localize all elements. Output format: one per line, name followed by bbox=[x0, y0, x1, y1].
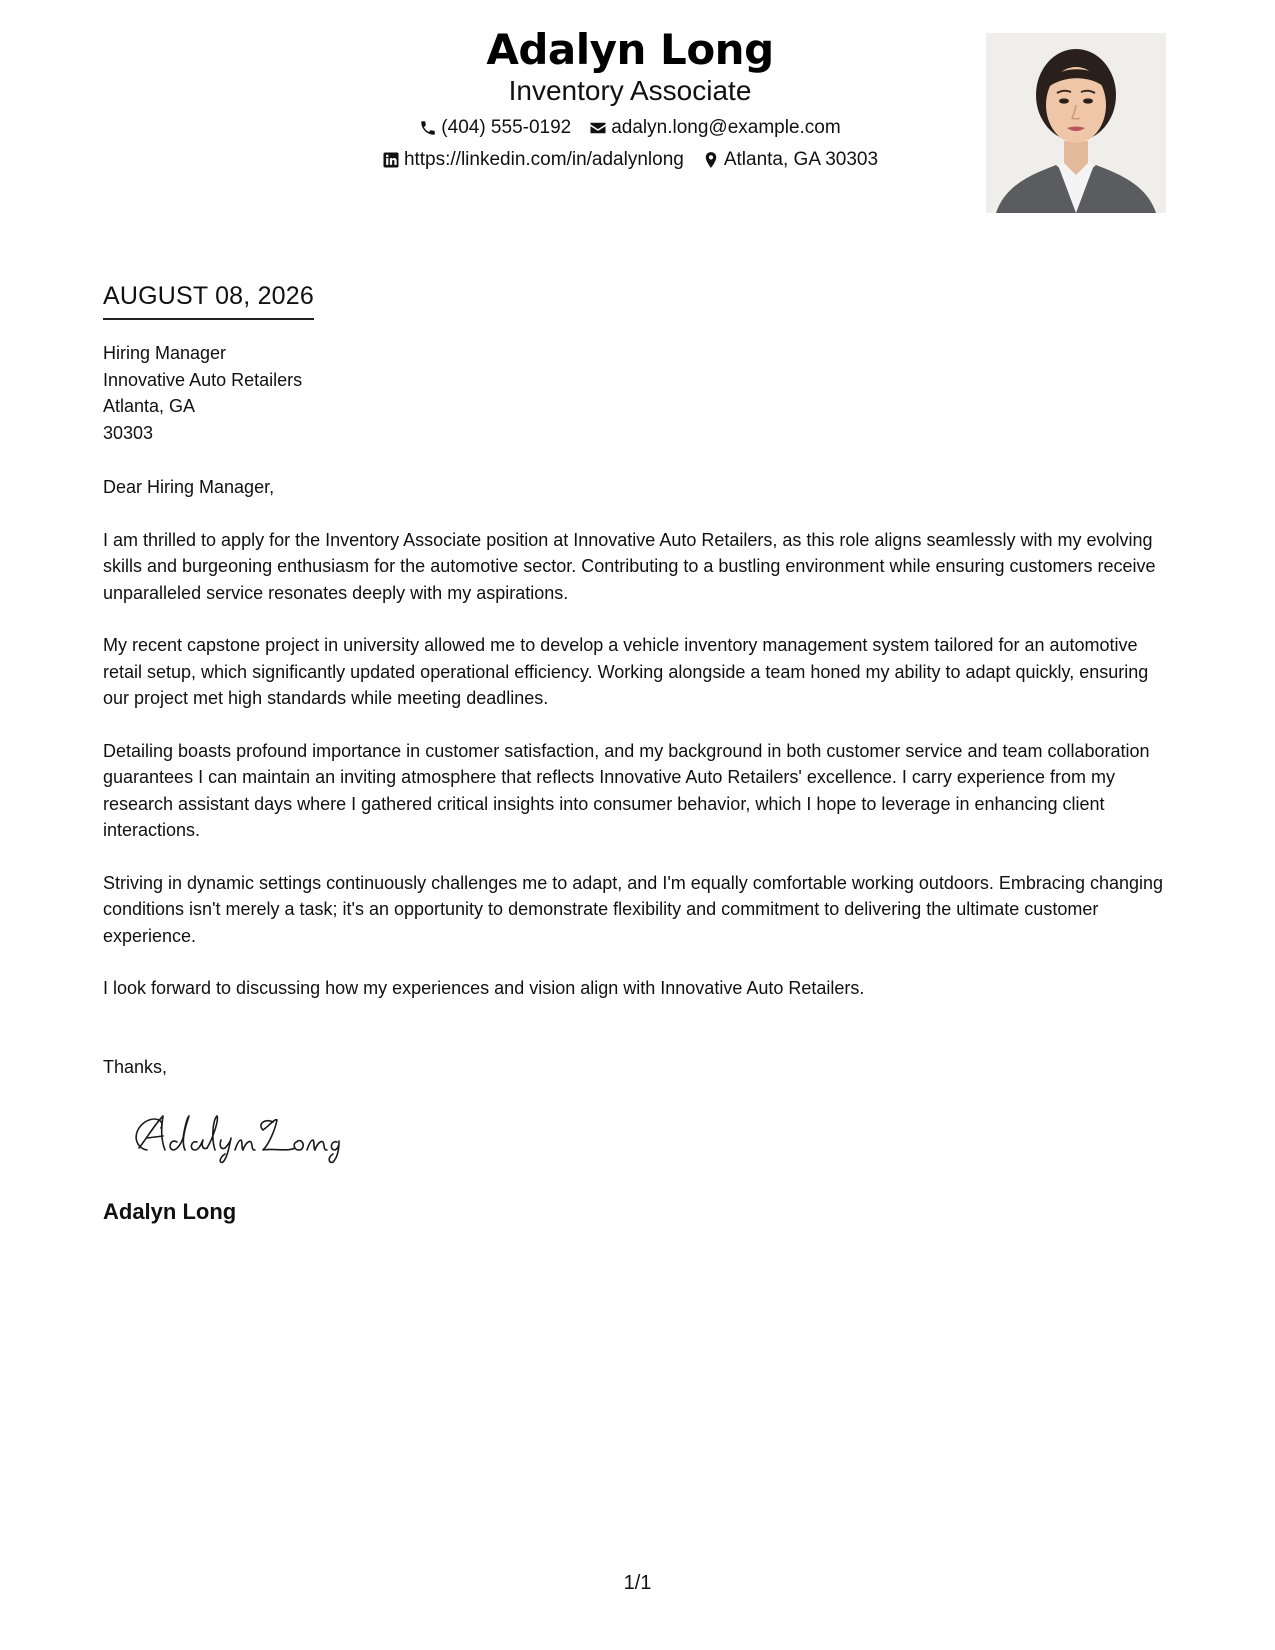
closing: Thanks, bbox=[103, 1057, 168, 1077]
contact-email[interactable] bbox=[589, 116, 840, 140]
body-paragraph: I look forward to discussing how my experiences and vision align with Innovative Auto Retailers. bbox=[103, 978, 865, 998]
email-text[interactable]: adalyn.long@example.com bbox=[611, 117, 841, 138]
contact-linkedin[interactable] bbox=[382, 148, 684, 172]
linkedin-text[interactable]: https://linkedin.com/in/adalynlong bbox=[403, 149, 684, 170]
recipient-block bbox=[103, 340, 302, 446]
body-paragraph: Detailing boasts profound importance in customer satisfaction, and my background in both customer service and team collaboration guarantees I can maintain an inviting atmosphere that reflects Innovative Auto Retailers' excellence. I carry experience from my research assistant days where I gathered critical insights into consumer behavior, which I hope to leverage in enhancing client interactions. bbox=[103, 740, 1150, 840]
letter-header bbox=[130, 20, 1130, 172]
recipient-company: Innovative Auto Retailers bbox=[103, 369, 303, 390]
recipient-name: Hiring Manager bbox=[103, 343, 227, 363]
phone-icon bbox=[419, 119, 437, 137]
applicant-name: Adalyn Long bbox=[486, 25, 774, 74]
letter-date: AUGUST 08, 2026 bbox=[103, 280, 314, 320]
body-paragraph: My recent capstone project in university allowed me to develop a vehicle inventory management system tailored for an automotive retail setup, which significantly updated operational efficiency. Working alongside a team honed my ability to adapt quickly, ensuring our project met high standards while meeting deadlines. bbox=[103, 635, 1149, 708]
letter-body bbox=[103, 474, 1178, 1028]
contact-location bbox=[702, 148, 878, 172]
body-paragraph: I am thrilled to apply for the Inventory Associate position at Innovative Auto Retailers, as this role aligns seamlessly with my evolving skills and burgeoning enthusiasm for the automotive sector. Contributing to a bustling environment while ensuring customers receive unparalleled service resonates deeply with my aspirations. bbox=[103, 529, 1156, 603]
salutation: Dear Hiring Manager, bbox=[103, 477, 275, 497]
page-number: 1/1 bbox=[623, 1572, 652, 1594]
contact-phone bbox=[419, 116, 571, 140]
profile-photo bbox=[986, 33, 1166, 213]
phone-text: (404) 555-0192 bbox=[441, 117, 572, 138]
envelope-icon bbox=[589, 119, 607, 137]
recipient-zip: 30303 bbox=[103, 422, 154, 443]
signer-name: Adalyn Long bbox=[103, 1199, 237, 1224]
contact-line-secondary bbox=[130, 148, 1130, 172]
portrait-illustration bbox=[986, 33, 1166, 213]
handwritten-signature bbox=[125, 1108, 345, 1164]
linkedin-icon bbox=[382, 151, 400, 169]
body-paragraph: Striving in dynamic settings continuously challenges me to adapt, and I'm equally comfortable working outdoors. Embracing changing conditions isn't merely a task; it's an opportunity to demonstrate flexibility and commitment to delivering the ultimate customer experience. bbox=[103, 872, 1164, 946]
applicant-title: Inventory Associate bbox=[508, 75, 752, 106]
contact-line-primary bbox=[130, 116, 1130, 140]
location-text: Atlanta, GA 30303 bbox=[723, 149, 879, 170]
map-pin-icon bbox=[702, 151, 720, 169]
recipient-city: Atlanta, GA bbox=[103, 396, 196, 416]
